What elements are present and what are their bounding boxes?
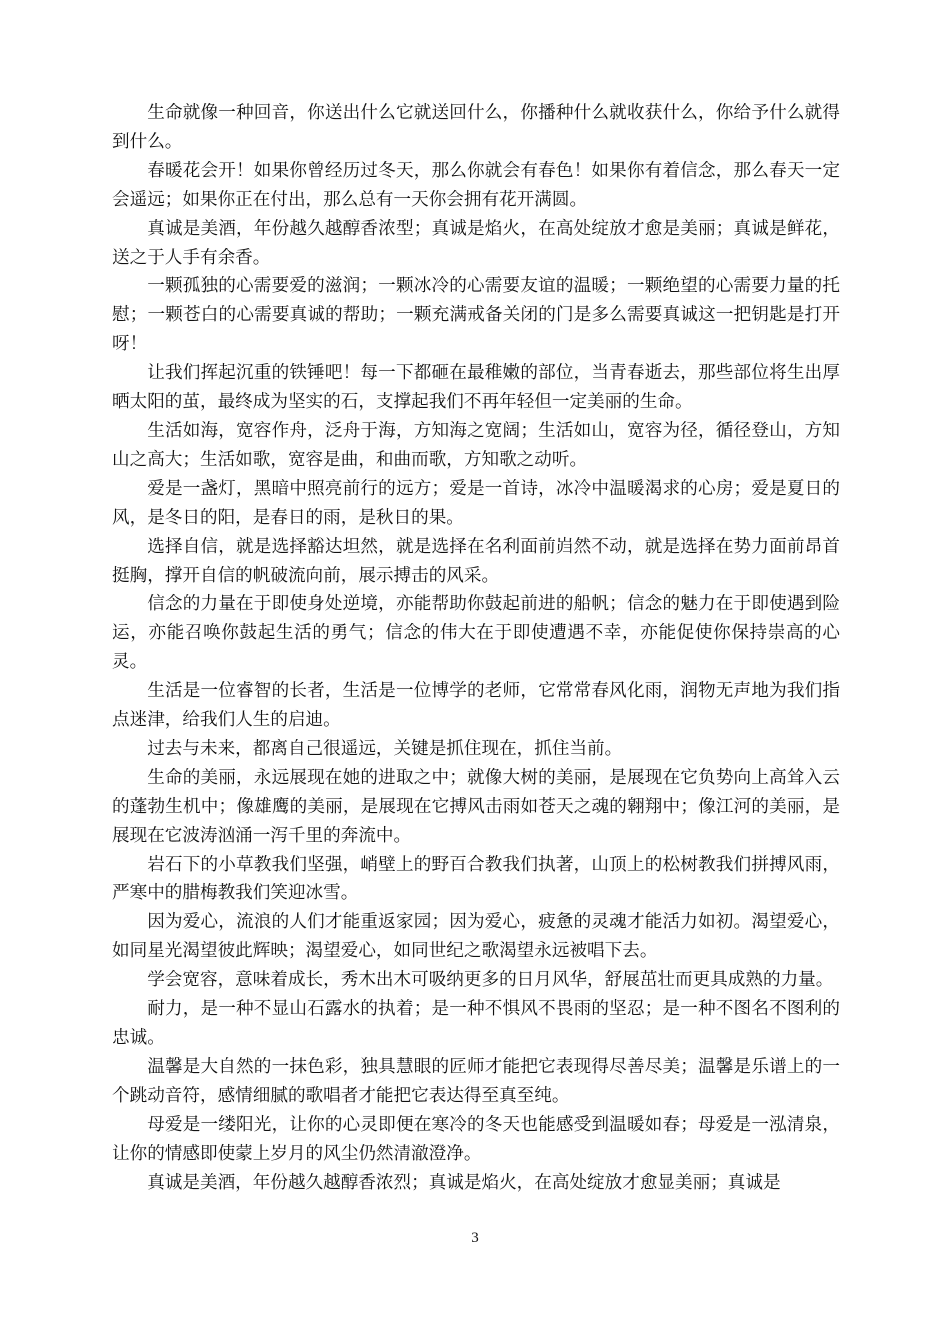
paragraph: 过去与未来，都离自己很遥远，关键是抓住现在，抓住当前。 bbox=[147, 738, 623, 759]
paragraph: 生活是一位睿智的长者，生活是一位博学的老师，它常常春风化雨，润物无声地为我们指点迷津，给我们人生的启迪。 bbox=[112, 681, 840, 731]
paragraph: 学会宽容，意味着成长，秀木出木可吸纳更多的日月风华，舒展茁壮而更具成熟的力量。 bbox=[147, 970, 834, 991]
paragraph: 生命就像一种回音，你送出什么它就送回什么，你播种什么就收获什么，你给予什么就得到什么。 bbox=[112, 103, 840, 152]
paragraph: 春暖花会开！如果你曾经历过冬天，那么你就会有春色！如果你有着信念，那么春天一定会遥远；如果你正在付出，那么总有一天你会拥有花开满圆。 bbox=[112, 160, 840, 210]
page-number: 3 bbox=[471, 1230, 479, 1246]
document-body bbox=[112, 99, 840, 1197]
paragraph: 让我们挥起沉重的铁锤吧！每一下都砸在最稚嫩的部位，当青春逝去，那些部位将生出厚晒太阳的茧，最终成为坚实的石，支撑起我们不再年轻但一定美丽的生命。 bbox=[112, 363, 840, 413]
paragraph: 信念的力量在于即使身处逆境，亦能帮助你鼓起前进的船帆；信念的魅力在于即使遇到险运，亦能召唤你鼓起生活的勇气；信念的伟大在于即使遭遇不幸，亦能促使你保持崇高的心灵。 bbox=[112, 594, 840, 673]
paragraph: 因为爱心，流浪的人们才能重返家园；因为爱心，疲惫的灵魂才能活力如初。渴望爱心，如同星光渴望彼此辉映；渴望爱心，如同世纪之歌渴望永远被唱下去。 bbox=[112, 912, 840, 962]
paragraph: 母爱是一缕阳光，让你的心灵即便在寒冷的冬天也能感受到温暖如春；母爱是一泓清泉，让你的情感即使蒙上岁月的风尘仍然清澈澄净。 bbox=[112, 1114, 840, 1164]
paragraph: 一颗孤独的心需要爱的滋润；一颗冰冷的心需要友谊的温暖；一颗绝望的心需要力量的托慰；一颗苍白的心需要真诚的帮助；一颗充满戒备关闭的门是多么需要真诚这一把钥匙是打开呀！ bbox=[112, 276, 840, 355]
paragraph: 耐力，是一种不显山石露水的执着；是一种不惧风不畏雨的坚忍；是一种不图名不图利的忠诚。 bbox=[112, 999, 840, 1048]
paragraph: 爱是一盏灯，黑暗中照亮前行的远方；爱是一首诗，冰冷中温暖渴求的心房；爱是夏日的风，是冬日的阳，是春日的雨，是秋日的果。 bbox=[112, 478, 840, 528]
paragraph: 温馨是大自然的一抹色彩，独具慧眼的匠师才能把它表现得尽善尽美；温馨是乐谱上的一个跳动音符，感情细腻的歌唱者才能把它表达得至真至纯。 bbox=[112, 1056, 840, 1106]
paragraph: 真诚是美酒，年份越久越醇香浓烈；真诚是焰火，在高处绽放才愈显美丽；真诚是 bbox=[147, 1172, 781, 1193]
paragraph: 生命的美丽，永远展现在她的进取之中；就像大树的美丽，是展现在它负势向上高耸入云的蓬勃生机中；像雄鹰的美丽，是展现在它搏风击雨如苍天之魂的翱翔中；像江河的美丽，是展现在它波涛汹涌一泻千里的奔流中。 bbox=[112, 767, 840, 846]
paragraph: 真诚是美酒，年份越久越醇香浓型；真诚是焰火，在高处绽放才愈是美丽；真诚是鲜花，送之于人手有余香。 bbox=[112, 218, 840, 268]
paragraph: 生活如海，宽容作舟，泛舟于海，方知海之宽阔；生活如山，宽容为径，循径登山，方知山之高大；生活如歌，宽容是曲，和曲而歌，方知歌之动听。 bbox=[112, 420, 840, 470]
paragraph: 岩石下的小草教我们坚强，峭壁上的野百合教我们执著，山顶上的松树教我们拼搏风雨，严寒中的腊梅教我们笑迎冰雪。 bbox=[112, 854, 840, 904]
paragraph: 选择自信，就是选择豁达坦然，就是选择在名利面前岿然不动，就是选择在势力面前昂首挺胸，撑开自信的帆破流向前，展示搏击的风采。 bbox=[112, 536, 840, 586]
